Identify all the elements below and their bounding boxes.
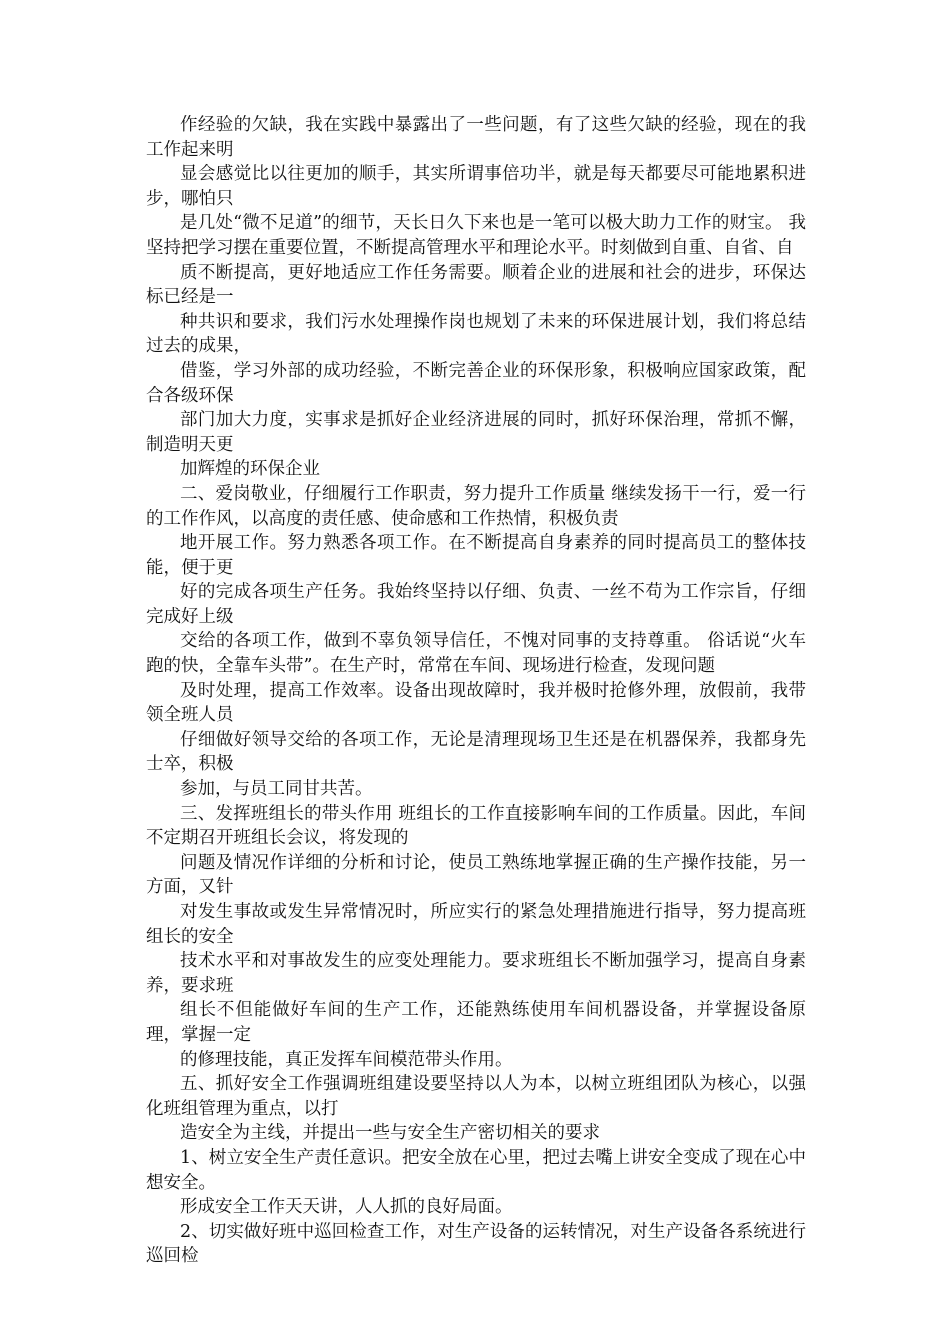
paragraph: 仔细做好领导交给的各项工作，无论是清理现场卫生还是在机器保养，我都身先士卒，积极 xyxy=(146,729,806,775)
document-body xyxy=(146,113,806,1269)
paragraph: 地开展工作。努力熟悉各项工作。在不断提高自身素养的同时提高员工的整体技能，便于更 xyxy=(146,533,806,578)
paragraph: 五、抓好安全工作强调班组建设要坚持以人为本，以树立班组团队为核心，以强化班组管理为重点，以打 xyxy=(146,1074,806,1119)
paragraph: 三、发挥班组长的带头作用 班组长的工作直接影响车间的工作质量。因此，车间不定期召开班组长会议，将发现的 xyxy=(146,803,806,849)
paragraph: 形成安全工作天天讲，人人抓的良好局面。 xyxy=(180,1197,513,1218)
paragraph: 1、树立安全生产责任意识。把安全放在心里，把过去嘴上讲安全变成了现在心中想安全。 xyxy=(146,1147,806,1193)
paragraph: 种共识和要求，我们污水处理操作岗也规划了未来的环保进展计划，我们将总结过去的成果， xyxy=(146,311,806,357)
paragraph: 显会感觉比以往更加的顺手，其实所谓事倍功半，就是每天都要尽可能地累积进步，哪怕只 xyxy=(146,164,806,209)
paragraph: 好的完成各项生产任务。我始终坚持以仔细、负责、一丝不苟为工作宗旨，仔细完成好上级 xyxy=(146,582,806,627)
paragraph: 二、爱岗敬业，仔细履行工作职责，努力提升工作质量 继续发扬干一行，爱一行的工作作风，以高度的责任感、使命感和工作热情，积极负责 xyxy=(146,483,806,529)
paragraph: 是几处“微不足道”的细节，天长日久下来也是一笔可以极大助力工作的财宝。 我坚持把学习摆在重要位置，不断提高管理水平和理论水平。时刻做到自重、自省、自 xyxy=(146,213,806,258)
paragraph: 质不断提高，更好地适应工作任务需要。顺着企业的进展和社会的进步，环保达标已经是一 xyxy=(146,262,806,308)
paragraph: 技术水平和对事故发生的应变处理能力。要求班组长不断加强学习，提高自身素养，要求班 xyxy=(146,951,806,996)
paragraph: 加辉煌的环保企业 xyxy=(180,459,320,480)
paragraph: 2、切实做好班中巡回检查工作，对生产设备的运转情况，对生产设备各系统进行巡回检 xyxy=(146,1221,806,1267)
paragraph: 作经验的欠缺，我在实践中暴露出了一些问题，有了这些欠缺的经验，现在的我工作起来明 xyxy=(146,115,806,160)
paragraph: 及时处理，提高工作效率。设备出现故障时，我并极时抢修外理，放假前，我带领全班人员 xyxy=(146,680,806,726)
paragraph: 的修理技能，真正发挥车间模范带头作用。 xyxy=(180,1049,513,1070)
paragraph: 对发生事故或发生异常情况时，所应实行的紧急处理措施进行指导，努力提高班组长的安全 xyxy=(146,902,806,947)
paragraph: 部门加大力度，实事求是抓好企业经济进展的同时，抓好环保治理，常抓不懈，制造明天更 xyxy=(146,410,806,455)
paragraph: 问题及情况作详细的分析和讨论，使员工熟练地掌握正确的生产操作技能，另一方面，又针 xyxy=(146,852,806,898)
paragraph: 交给的各项工作，做到不辜负领导信任，不愧对同事的支持尊重。 俗话说“火车跑的快，全靠车头带”。在生产时，常常在车间、现场进行检查，发现问题 xyxy=(146,631,806,677)
paragraph: 借鉴，学习外部的成功经验，不断完善企业的环保形象，积极响应国家政策，配合各级环保 xyxy=(146,360,806,406)
paragraph: 组长不但能做好车间的生产工作，还能熟练使用车间机器设备，并掌握设备原理，掌握一定 xyxy=(146,1000,806,1045)
paragraph: 参加，与员工同甘共苦。 xyxy=(180,779,373,800)
paragraph: 造安全为主线，并提出一些与安全生产密切相关的要求 xyxy=(180,1123,600,1144)
